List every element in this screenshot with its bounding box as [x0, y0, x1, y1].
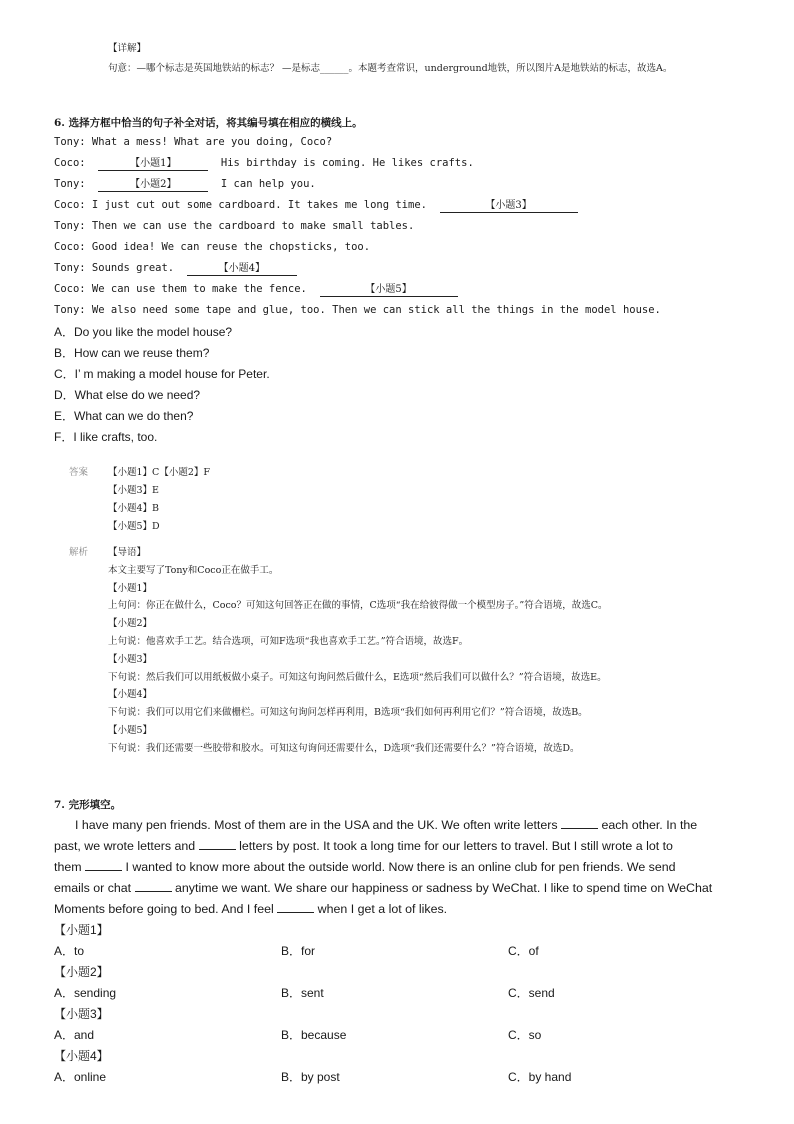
question-7-title: 7. 完形填空。: [54, 799, 122, 811]
dialogue-text: Tony: Then we can use the cardboard to make small tables.: [54, 220, 415, 232]
analysis-line: 【导语】: [108, 547, 147, 558]
dialogue-text: Coco: I just cut out some cardboard. It takes me long time.: [54, 199, 440, 211]
dialogue-line: [54, 304, 661, 316]
choice-a: A．sending: [54, 986, 117, 1000]
dialogue-text: Tony: We also need some tape and glue, too. Then we can stick all the things in the model house.: [54, 304, 661, 316]
dialogue-text: Coco:: [54, 157, 99, 169]
dialogue-text: I can help you.: [208, 178, 316, 190]
choice-a: A．to: [54, 944, 85, 958]
paragraph-line: [54, 836, 673, 857]
option-item: C．I’ m making a model house for Peter.: [54, 367, 270, 381]
paragraph-text: when I get a lot of likes.: [314, 902, 448, 916]
answer-tag: 答案: [69, 467, 89, 478]
paragraph-text: each other. In the: [598, 818, 698, 832]
question-6-title: 6. 选择方框中恰当的句子补全对话，将其编号填在相应的横线上。: [54, 117, 363, 129]
analysis-line: 下句说：我们可以用它们来做栅栏。可知这句询问怎样再利用，B选项“我们如何再利用它们？”符合语境，故选B。: [108, 707, 588, 719]
choice-a: A．online: [54, 1070, 107, 1084]
paragraph-line: [54, 899, 447, 920]
analysis-line: 上句说：他喜欢手工艺。结合选项，可知F选项“我也喜欢手工艺。”符合语境，故选F。: [108, 636, 469, 647]
option-item: A．Do you like the model house?: [54, 325, 233, 339]
dialogue-line: [54, 157, 474, 171]
cloze-item-label: 【小题4】: [54, 1049, 109, 1063]
answer-blank: 【小题1】: [98, 158, 208, 171]
dialogue-line: [54, 241, 370, 253]
dialogue-line: [54, 220, 414, 232]
paragraph-line: [54, 857, 676, 878]
choice-a: A．and: [54, 1028, 95, 1042]
answer-blank: 【小题4】: [187, 263, 297, 276]
choice-c: C．so: [508, 1028, 542, 1042]
dialogue-text: Tony: What a mess! What are you doing, Coco?: [54, 136, 333, 148]
dialogue-line: [54, 262, 297, 276]
cloze-blank: [85, 858, 122, 871]
paragraph-line: [75, 815, 697, 836]
answer-blank: 【小题5】: [320, 284, 458, 297]
analysis-line: 【小题2】: [108, 618, 153, 630]
analysis-line: 上句问：你正在做什么，Coco？可知这句回答正在做的事情，C选项“我在给彼得做一个模型房子。”符合语境，故选C。: [108, 600, 608, 612]
choice-c: C．send: [508, 986, 555, 1000]
analysis-tag: 解析: [69, 547, 89, 558]
analysis-line: 本文主要写了Tony和Coco正在做手工。: [108, 564, 279, 576]
dialogue-line: [54, 283, 458, 297]
paragraph-text: Moments before going to bed. And I feel: [54, 902, 278, 916]
choice-b: B．by post: [281, 1070, 340, 1084]
option-item: D．What else do we need?: [54, 388, 201, 402]
analysis-line: 下句说：我们还需要一些胶带和胶水。可知这句询问还需要什么，D选项“我们还需要什么？”符合语境，故选D。: [108, 742, 580, 754]
dialogue-text: His birthday is coming. He likes crafts.: [208, 157, 474, 169]
analysis-line: 【小题1】: [108, 582, 153, 594]
cloze-blank: [135, 879, 172, 892]
cloze-blank: [199, 837, 236, 850]
answer-blank: 【小题3】: [440, 200, 578, 213]
paragraph-line: [54, 878, 712, 899]
cloze-blank: [561, 816, 598, 829]
choice-b: B．because: [281, 1028, 347, 1042]
paragraph-text: anytime we want. We share our happiness or sadness by WeChat. I like to spend time on WeChat: [171, 881, 713, 895]
cloze-item-label: 【小题2】: [54, 965, 109, 979]
option-item: B．How can we reuse them?: [54, 346, 210, 360]
paragraph-text: them: [54, 860, 85, 874]
dialogue-text: Coco: Good idea! We can reuse the chopsticks, too.: [54, 241, 371, 253]
paragraph-text: letters by post. It took a long time for our letters to travel. But I still wrote a lot to: [235, 839, 673, 853]
answer-line: 【小题5】D: [108, 521, 160, 532]
paragraph-text: I wanted to know more about the outside world. Now there is an online club for pen friends. We send: [122, 860, 676, 874]
paragraph-text: I have many pen friends. Most of them are in the USA and the UK. We often write letters: [75, 818, 561, 832]
dialogue-text: Tony:: [54, 178, 99, 190]
dialogue-line: [54, 178, 316, 192]
answer-line: 【小题3】E: [108, 485, 159, 496]
detail-text: 句意：—哪个标志是英国地铁站的标志？ —是标志______。本题考查常识，underground地铁，所以图片A是地铁站的标志，故选A。: [108, 63, 673, 74]
analysis-line: 下句说：然后我们可以用纸板做小桌子。可知这句询问然后做什么，E选项“然后我们可以做什么？”符合语境，故选E。: [108, 671, 607, 683]
dialogue-line: [54, 136, 332, 148]
paragraph-text: emails or chat: [54, 881, 135, 895]
paragraph-text: past, we wrote letters and: [54, 839, 199, 853]
option-item: F．I like crafts, too.: [54, 430, 158, 444]
detail-label: 【详解】: [108, 43, 147, 54]
choice-b: B．sent: [281, 986, 324, 1000]
choice-c: C．by hand: [508, 1070, 572, 1084]
cloze-item-label: 【小题3】: [54, 1007, 109, 1021]
choice-b: B．for: [281, 944, 316, 958]
dialogue-line: [54, 199, 578, 213]
answer-line: 【小题4】B: [108, 503, 160, 514]
dialogue-text: Coco: We can use them to make the fence.: [54, 283, 320, 295]
cloze-item-label: 【小题1】: [54, 923, 109, 937]
answer-blank: 【小题2】: [98, 179, 208, 192]
option-item: E．What can we do then?: [54, 409, 194, 423]
answer-line: 【小题1】C【小题2】F: [108, 467, 210, 478]
analysis-line: 【小题3】: [108, 653, 153, 665]
cloze-blank: [277, 900, 314, 913]
dialogue-text: Tony: Sounds great.: [54, 262, 187, 274]
analysis-line: 【小题5】: [108, 725, 153, 736]
choice-c: C．of: [508, 944, 539, 958]
analysis-line: 【小题4】: [108, 689, 153, 701]
